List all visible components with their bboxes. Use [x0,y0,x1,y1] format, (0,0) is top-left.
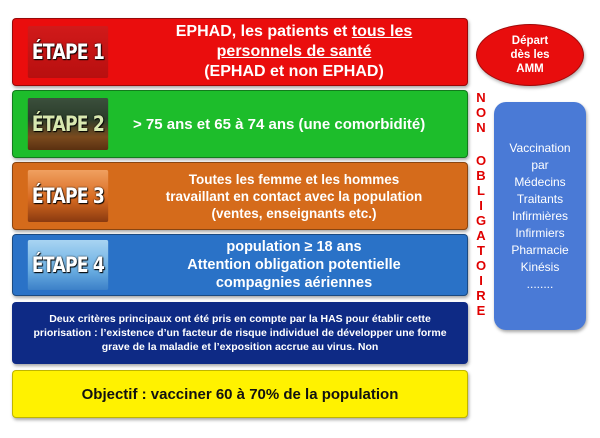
vaccination-line: Kinésis [520,259,560,274]
stage-3-line-1: Toutes les femme et les hommes [188,171,400,187]
objective-text: Objectif : vacciner 60 à 70% de la population [81,385,399,403]
stage-1-line1-underlined: tous les [351,23,413,40]
vaccination-line: par [531,157,549,172]
criteria-text: Deux critères principaux ont été pris en compte par la HAS pour établir cette priorisation : l’existence d’un facteur de risque individuel de développer une forme grave de la maladie et l’exposition accrue au virus. Non [33,313,447,353]
objective-box [12,370,468,418]
vaccination-line: Traitants [516,191,564,206]
vaccination-line: Médecins [514,174,566,189]
stage-1-label: ÉTAPE 1 [28,26,108,78]
stage-4-text [127,235,461,295]
stage-1-line3: (EPHAD et non EPHAD) [204,63,384,80]
stage-3-band [12,162,468,230]
stage-2-label: ÉTAPE 2 [28,98,108,150]
stage-4-line-3: compagnies aériennes [215,275,373,291]
stage-4-label: ÉTAPE 4 [28,240,108,290]
stage-3-line-2: travaillant en contact avec la population [165,188,423,204]
depart-badge [476,24,584,86]
stage-1-band [12,18,468,86]
depart-line-2: dès les [510,49,550,61]
stage-4-line-2: Attention obligation potentielle [187,257,401,273]
criteria-box [12,302,468,364]
vaccination-line: Infirmières [511,208,568,223]
vaccination-line: Infirmiers [515,225,565,240]
depart-line-3: AMM [516,63,544,75]
stage-2-text [127,91,461,157]
stage-4-line-1: population ≥ 18 ans [226,239,362,255]
vaccination-panel [494,102,586,330]
stage-3-line-3: (ventes, enseignants etc.) [211,205,377,221]
depart-line-1: Départ [511,35,549,47]
non-obligatoire-vertical-text [470,90,492,330]
stage-1-line2: personnels de santé [216,43,372,60]
vaccination-line: Pharmacie [511,242,569,257]
stage-1-text [127,19,461,85]
non-word: N O N [475,90,487,135]
stage-1-line1-plain: EPHAD, les patients et [175,23,352,40]
stage-3-label: ÉTAPE 3 [28,170,108,222]
vaccination-line: Vaccination [509,140,571,155]
stage-2-line: > 75 ans et 65 à 74 ans (une comorbidité) [133,115,426,133]
stage-4-band [12,234,468,296]
obligatoire-word: O B L I G A T O I R E [475,153,487,318]
vaccination-line: ........ [526,276,554,291]
stage-2-band [12,90,468,158]
stage-3-text [127,163,461,229]
